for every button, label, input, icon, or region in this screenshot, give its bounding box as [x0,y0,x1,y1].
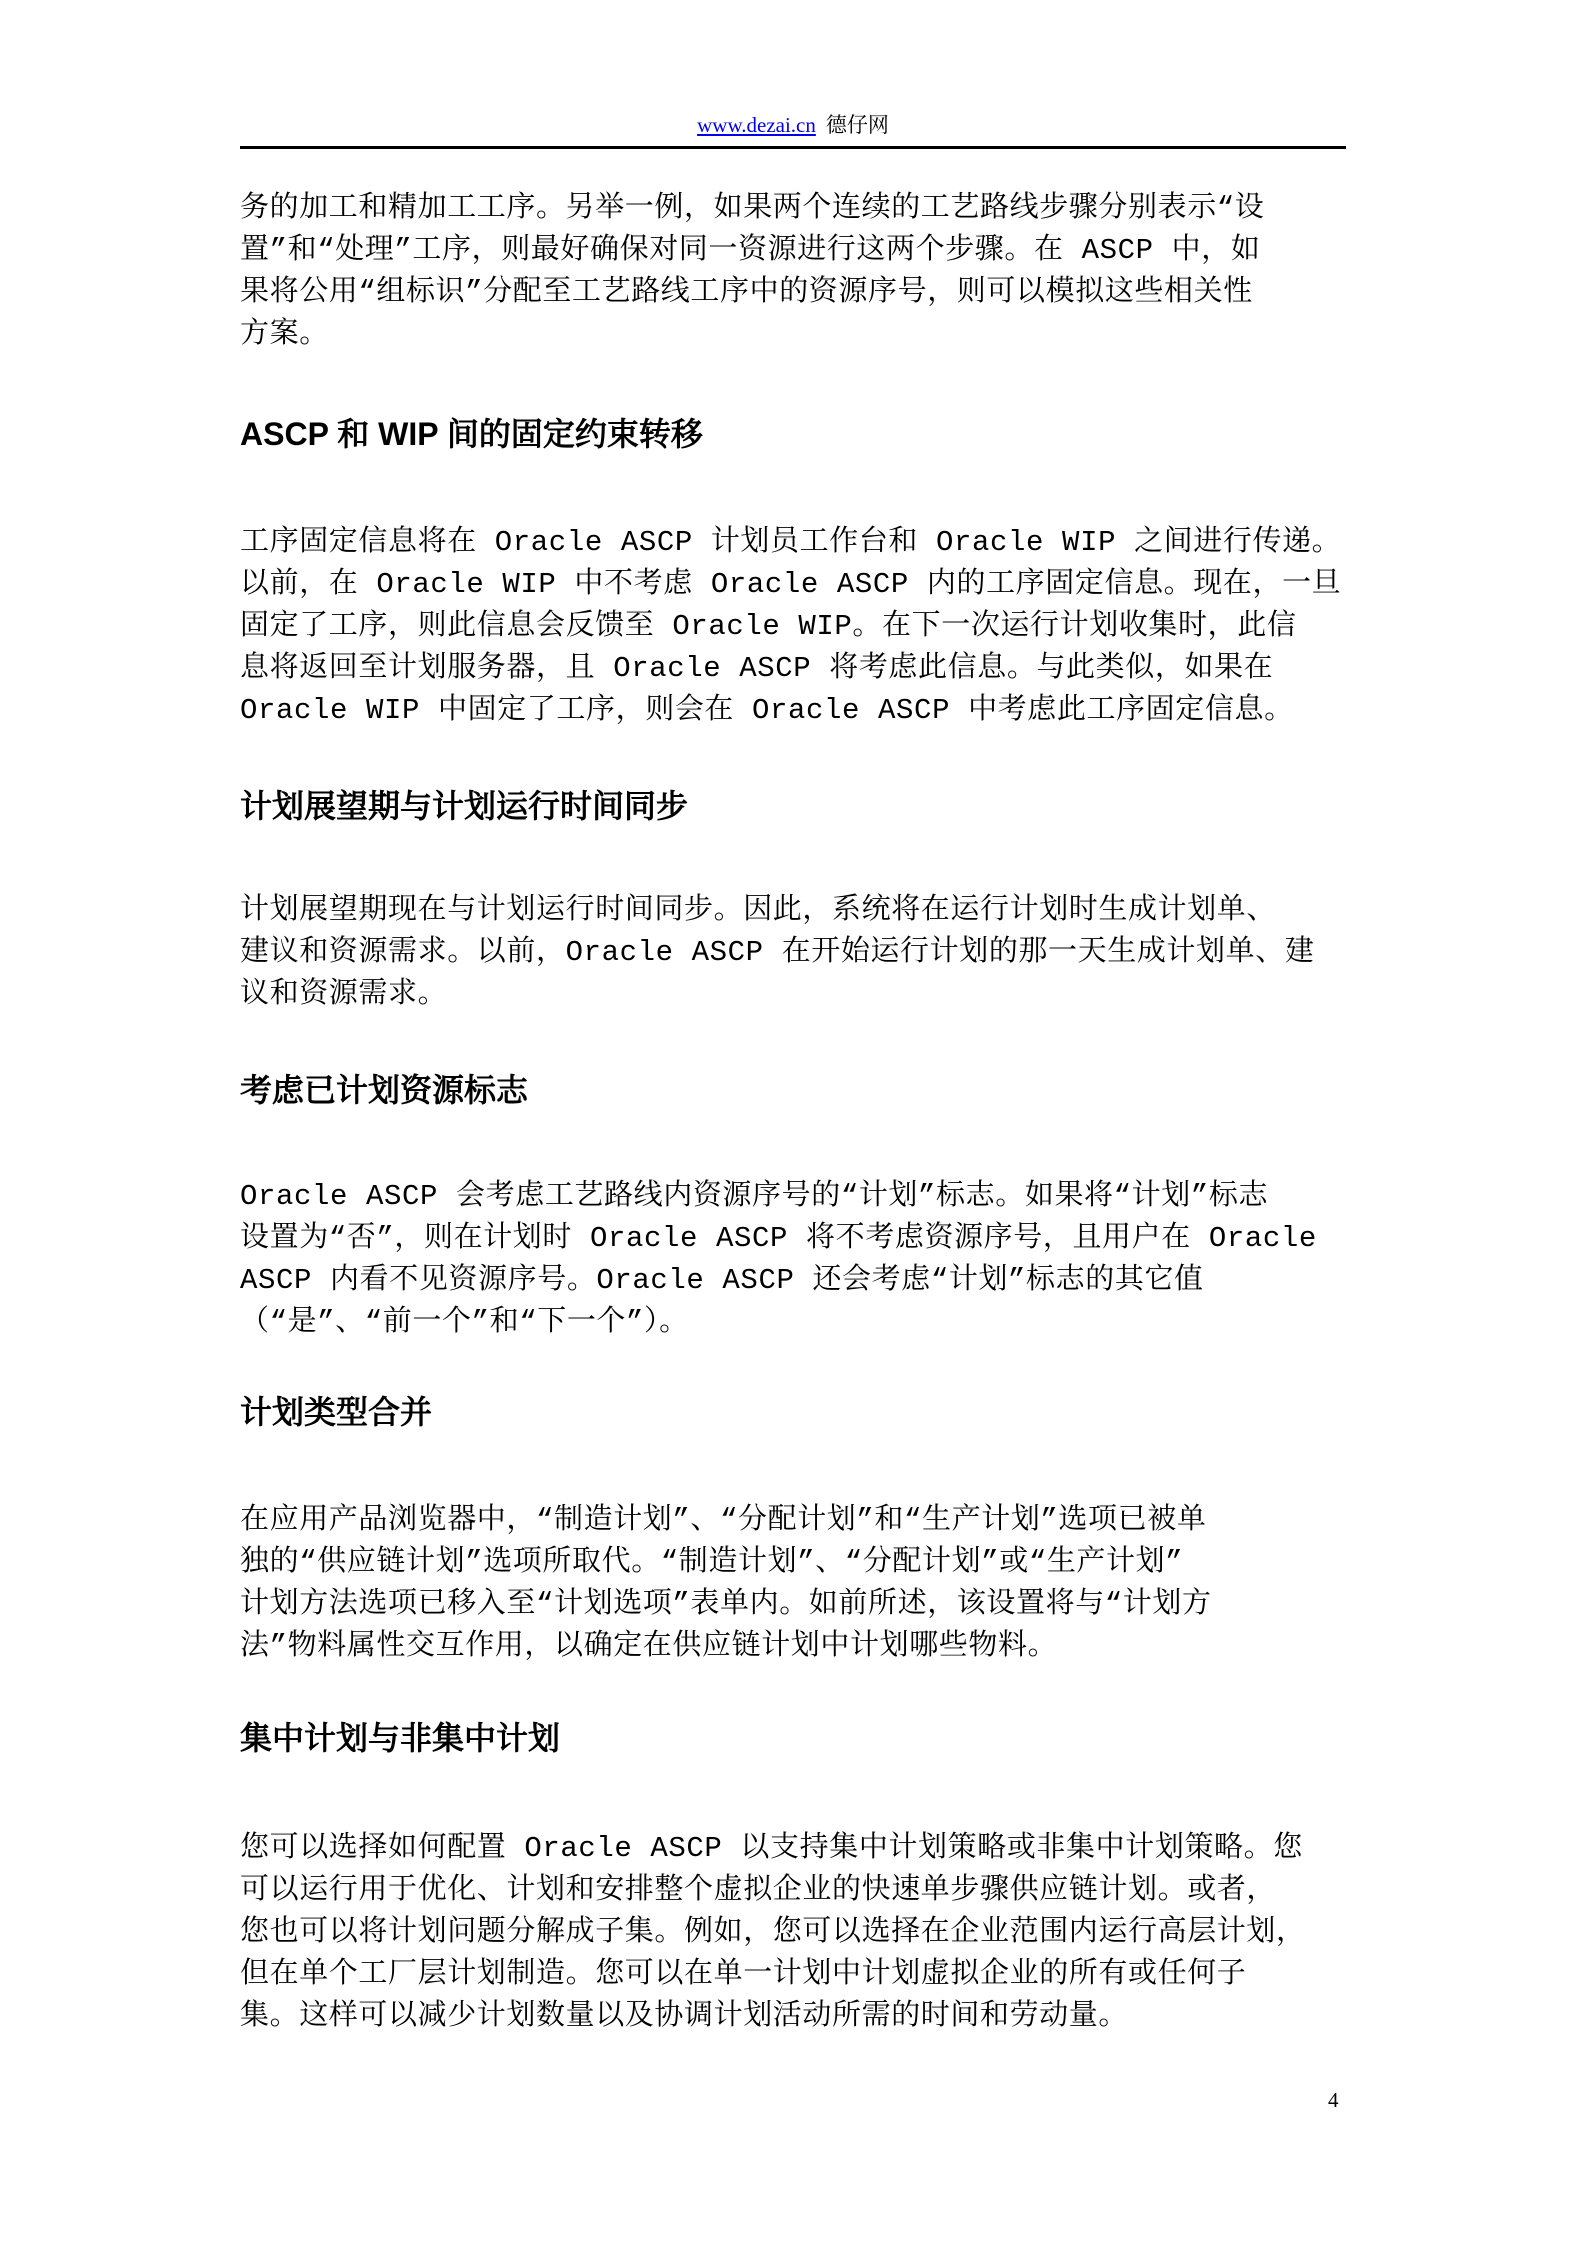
paragraph [240,522,1341,732]
paragraph-line: 工序固定信息将在 Oracle ASCP 计划员工作台和 Oracle WIP 之间进行传递。 [240,526,1342,559]
section-heading: 计划类型合并 [240,1394,433,1430]
section-centralized-planning-body [240,1828,1306,2038]
header-divider [240,146,1346,149]
paragraph-line: 息将返回至计划服务器，且 Oracle ASCP 将考虑此信息。与此类似，如果在 [240,652,1274,685]
paragraph-line: 您也可以将计划问题分解成子集。例如，您可以选择在企业范围内运行高层计划， [240,1916,1306,1949]
paragraph [240,1500,1212,1668]
paragraph-line: （“是”、“前一个”和“下一个”）。 [240,1306,689,1339]
section-heading: 集中计划与非集中计划 [240,1720,561,1756]
paragraph [240,188,1264,356]
paragraph-line: Oracle ASCP 会考虑工艺路线内资源序号的“计划”标志。如果将“计划”标志 [240,1180,1269,1213]
paragraph-line: 置”和“处理”工序，则最好确保对同一资源进行这两个步骤。在 ASCP 中，如 [240,234,1261,267]
paragraph-line: 法”物料属性交互作用，以确定在供应链计划中计划哪些物料。 [240,1630,1058,1663]
paragraph [240,1828,1306,2038]
paragraph-line: 您可以选择如何配置 Oracle ASCP 以支持集中计划策略或非集中计划策略。您 [240,1832,1303,1865]
paragraph-line: 建议和资源需求。以前，Oracle ASCP 在开始运行计划的那一天生成计划单、建 [240,936,1315,969]
paragraph-line: 在应用产品浏览器中，“制造计划”、“分配计划”和“生产计划”选项已被单 [240,1504,1207,1537]
paragraph-line: 独的“供应链计划”选项所取代。“制造计划”、“分配计划”或“生产计划” [240,1546,1184,1579]
paragraph-line: 以前，在 Oracle WIP 中不考虑 Oracle ASCP 内的工序固定信息。现在，一旦 [240,568,1342,601]
section-plan-type-merge [240,1392,432,1432]
paragraph-line: 计划方法选项已移入至“计划选项”表单内。如前所述，该设置将与“计划方 [240,1588,1212,1621]
section-ascp-wip-firm-transfer [240,414,703,454]
section-heading: 考虑已计划资源标志 [240,1072,529,1108]
site-name: 德仔网 [825,113,889,137]
section-ascp-wip-body [240,522,1341,732]
section-planned-resource-flag [240,1070,528,1110]
paragraph-line: 但在单个工厂层计划制造。您可以在单一计划中计划虚拟企业的所有或任何子 [240,1958,1247,1991]
paragraph-line: 议和资源需求。 [240,978,448,1011]
paragraph-line: 集。这样可以减少计划数量以及协调计划活动所需的时间和劳动量。 [240,2000,1129,2033]
section-heading: ASCP 和 WIP 间的固定约束转移 [240,416,703,452]
page-header [240,112,1346,138]
paragraph-line: 计划展望期现在与计划运行时间同步。因此，系统将在运行计划时生成计划单、 [240,894,1277,927]
section-planned-resource-flag-body [240,1176,1317,1344]
paragraph-line: ASCP 内看不见资源序号。Oracle ASCP 还会考虑“计划”标志的其它值 [240,1264,1204,1297]
section-heading: 计划展望期与计划运行时间同步 [240,788,689,824]
paragraph-line: 务的加工和精加工工序。另举一例，如果两个连续的工艺路线步骤分别表示“设 [240,192,1265,225]
paragraph-line: 方案。 [240,318,329,351]
paragraph-line: 设置为“否”，则在计划时 Oracle ASCP 将不考虑资源序号，且用户在 Oracle [240,1222,1317,1255]
section-horizon-sync [240,786,688,826]
paragraph-line: 固定了工序，则此信息会反馈至 Oracle WIP。在下一次运行计划收集时，此信 [240,610,1297,643]
section-centralized-planning [240,1718,560,1758]
page-number: 4 [1328,2088,1339,2112]
paragraph-line: 果将公用“组标识”分配至工艺路线工序中的资源序号，则可以模拟这些相关性 [240,276,1253,309]
paragraph [240,1176,1317,1344]
section-plan-type-merge-body [240,1500,1212,1668]
site-link[interactable]: www.dezai.cn [697,113,816,137]
paragraph [240,890,1314,1016]
section-horizon-sync-body [240,890,1314,1016]
paragraph-line: Oracle WIP 中固定了工序，则会在 Oracle ASCP 中考虑此工序固定信息。 [240,694,1294,727]
section-continuation [240,188,1264,356]
paragraph-line: 可以运行用于优化、计划和安排整个虚拟企业的快速单步骤供应链计划。或者， [240,1874,1277,1907]
